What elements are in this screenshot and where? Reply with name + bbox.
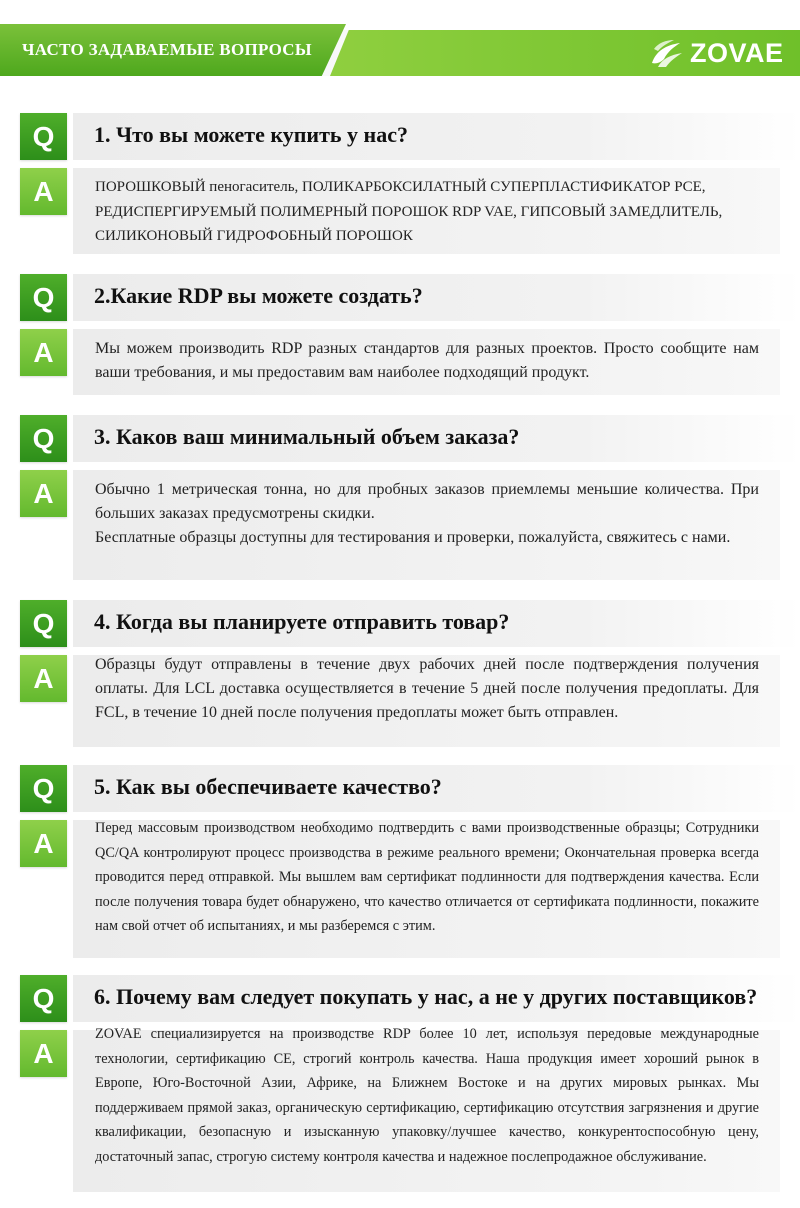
logo-text: ZOVAE xyxy=(690,37,784,68)
answer-paragraph: ПОРОШКОВЫЙ пеногаситель, ПОЛИКАРБОКСИЛАТНЫЙ СУПЕРПЛАСТИФИКАТОР PCE, РЕДИСПЕРГИРУЕМЫЙ ПОЛИМЕРНЫЙ ПОРОШОК RDP VAE, ГИПСОВЫЙ ЗАМЕДЛИТЕЛЬ, СИЛИКОНОВЫЙ ГИДРОФОБНЫЙ ПОРОШОК xyxy=(95,179,723,244)
answer-paragraph: Обычно 1 метрическая тонна, но для пробных заказов приемлемы меньшие количества. При больших заказах предусмотрены скидки. xyxy=(95,481,759,522)
question-text: 2.Какие RDP вы можете создать? xyxy=(94,283,423,308)
question-text: 4. Когда вы планируете отправить товар? xyxy=(94,609,510,634)
answer-paragraph: Мы можем производить RDP разных стандартов для разных проектов. Просто сообщите нам ваши требования, и мы предоставим вам наиболее подходящий продукт. xyxy=(95,340,759,381)
leaf-logo-icon xyxy=(648,37,684,69)
question-text: 3. Каков ваш минимальный объем заказа? xyxy=(94,424,520,449)
question-badge: Q xyxy=(20,113,67,160)
answer-paragraph: Перед массовым производством необходимо подтвердить с вами производственные образцы; Сотрудники QC/QA контролируют процесс производства в режиме реального времени; Окончательная проверка всегда проводится перед отправкой. Мы вышлем вам сертификат подлинности для подтверждения качества. Если после получения товара будет обнаружено, что качество отличается от сертификата подлинности, покажите нам свой отчет об испытаниях, и мы разберемся с этим. xyxy=(95,820,759,935)
answer-paragraph: Образцы будут отправлены в течение двух рабочих дней после подтверждения получения оплаты. Для LCL доставка осуществляется в течение 5 дней после получения предоплаты. Для FCL, в течение 10 дней после получения предоплаты может быть отправлен. xyxy=(95,656,759,721)
brand-logo xyxy=(648,36,784,70)
answer-badge: A xyxy=(20,329,67,376)
answer-badge: A xyxy=(20,820,67,867)
answer-badge: A xyxy=(20,655,67,702)
page-header xyxy=(0,0,800,92)
answer-text xyxy=(95,816,759,939)
question-badge: Q xyxy=(20,600,67,647)
answer-text xyxy=(95,653,759,725)
question-badge: Q xyxy=(20,274,67,321)
answer-paragraph: ZOVAE специализируется на производстве RDP более 10 лет, используя передовые международные технологии, сертификацию CE, строгий контроль качества. Наша продукция имеет хороший рынок в Европе, Юго-Восточной Азии, Африке, на Ближнем Востоке и на других мировых рынках. Мы поддерживаем прямой заказ, органическую сертификацию, сертификацию отсутствия загрязнения и другие квалификации, безопасную и изысканную упаковку/лучшее качество, конкурентоспособную цену, достаточный запас, строгую систему контроля качества и надежное послепродажное обслуживание. xyxy=(95,1026,759,1165)
question-badge: Q xyxy=(20,975,67,1022)
answer-badge: A xyxy=(20,470,67,517)
answer-paragraph: Бесплатные образцы доступны для тестирования и проверки, пожалуйста, свяжитесь с нами. xyxy=(95,529,731,546)
answer-text xyxy=(95,337,759,385)
answer-text xyxy=(95,478,759,550)
question-badge: Q xyxy=(20,765,67,812)
answer-text xyxy=(95,175,759,249)
question-badge: Q xyxy=(20,415,67,462)
question-text: 6. Почему вам следует покупать у нас, а не у других поставщиков? xyxy=(94,984,758,1009)
answer-badge: A xyxy=(20,168,67,215)
answer-badge: A xyxy=(20,1030,67,1077)
answer-text xyxy=(95,1022,759,1170)
question-text: 5. Как вы обеспечиваете качество? xyxy=(94,774,442,799)
question-text: 1. Что вы можете купить у нас? xyxy=(94,122,408,147)
page-title: ЧАСТО ЗАДАВАЕМЫЕ ВОПРОСЫ xyxy=(22,40,312,59)
